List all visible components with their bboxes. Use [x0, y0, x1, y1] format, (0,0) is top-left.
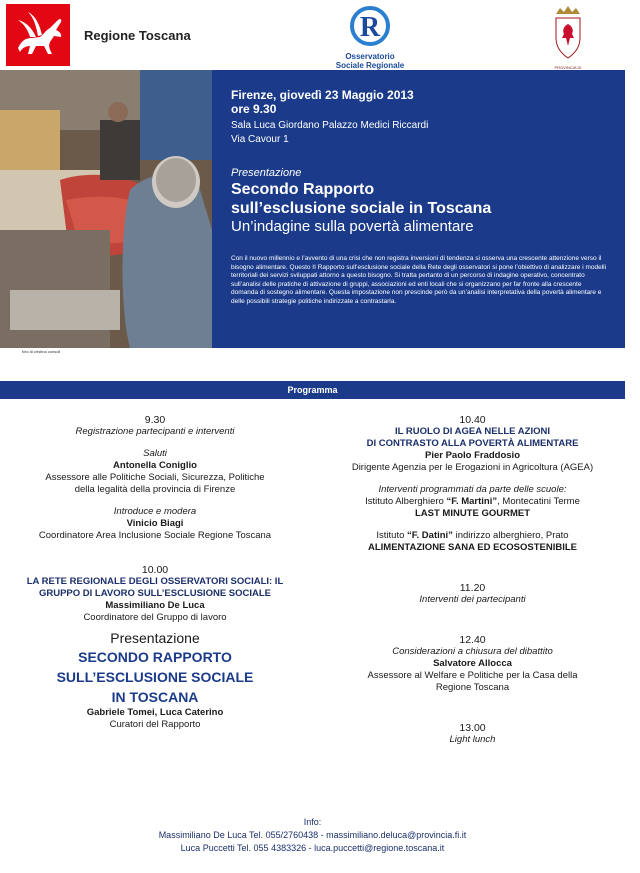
- event-info: [231, 88, 621, 306]
- registration-desc: Registrazione partecipanti e interventi: [75, 426, 235, 437]
- venue-line1: Sala Luca Giordano Palazzo Medici Riccardi: [231, 120, 429, 131]
- school1-project: LAST MINUTE GOURMET: [414, 508, 531, 519]
- school1-name: “F. Martini”: [446, 496, 498, 507]
- agea-title-line2: DI CONTRASTO ALLA POVERTÀ ALIMENTARE: [366, 438, 579, 449]
- report-authors-role: Curatori del Rapporto: [109, 719, 201, 730]
- event-abstract: Con il nuovo millennio e l’avvento di una crisi che non registra inversioni di tendenza si osserva una crescente attenzione verso il bisogno alimentare. Questo II Rapporto sull’esclusione sociale della Rete degli osservatori si pone l’obiettivo di analizzare i modelli territoriali dei servizi sviluppati attorno a questo bisogno. Si tratta pertanto di un percorso di indagine operativo, concentrato sull’analisi delle pratiche di attivazione di gruppi, associazioni ed enti locali che si organizzano per far fronte alla crescente domanda di sostegno alimentare. Questa impostazione non prescinde però da un’analisi interpretativa della povertà alimentare e delle possibili strategie politiche indirizzate a contrastarla.: [231, 255, 607, 305]
- program-left-column: [20, 414, 290, 731]
- intro-role: Coordinatore Area Inclusione Sociale Regione Toscana: [38, 530, 272, 541]
- contact-line2: Luca Puccetti Tel. 055 4383326 - luca.puccetti@regione.toscana.it: [180, 843, 445, 853]
- report-title-line3: IN TOSCANA: [111, 689, 199, 705]
- osr-line1: Osservatorio: [345, 52, 395, 61]
- time-1000: 10.00: [141, 564, 169, 576]
- photo-credit: foto di cristina consoli: [22, 349, 61, 354]
- event-title-line1: Secondo Rapporto: [231, 181, 375, 198]
- report-title-line1: SECONDO RAPPORTO: [78, 649, 232, 665]
- header: [0, 0, 640, 70]
- market-photo: [0, 70, 212, 348]
- saluti-role1: Assessore alle Politiche Sociali, Sicurezza, Politiche: [45, 472, 265, 483]
- event-subtitle: Un’indagine sulla povertà alimentare: [231, 218, 474, 235]
- agea-speaker-role: Dirigente Agenzia per le Erogazioni in Agricoltura (AGEA): [351, 462, 594, 473]
- intro-label: Introduce e modera: [113, 506, 197, 517]
- presentation-label-2: Presentazione: [110, 630, 200, 646]
- time-1040: 10.40: [459, 414, 486, 426]
- regione-toscana-logo: [6, 4, 70, 66]
- info-label: Info:: [303, 817, 322, 827]
- osr-emblem-icon: [348, 6, 392, 46]
- session-speaker: Massimiliano De Luca: [105, 600, 205, 611]
- session-title-line1: LA RETE REGIONALE DEGLI OSSERVATORI SOCIALI: IL: [26, 576, 284, 587]
- programma-header: Programma: [0, 381, 625, 399]
- closing-speaker: Salvatore Allocca: [433, 658, 512, 669]
- market-scene-image: [0, 70, 212, 348]
- lunch-desc: Light lunch: [449, 734, 496, 745]
- session-speaker-role: Coordinatore del Gruppo di lavoro: [83, 612, 227, 623]
- time-1300: 13.00: [459, 722, 486, 734]
- crest-icon: [550, 4, 586, 60]
- province-logo: [548, 4, 588, 70]
- closing-desc: Considerazioni a chiusura del dibattito: [392, 646, 553, 657]
- school2-project: ALIMENTAZIONE SANA ED ECOSOSTENIBILE: [367, 542, 577, 553]
- saluti-label: Saluti: [143, 448, 167, 459]
- saluti-name: Antonella Coniglio: [113, 460, 197, 471]
- pegasus-icon: [6, 4, 70, 66]
- event-venue: [231, 119, 621, 147]
- time-1240: 12.40: [459, 634, 486, 646]
- participants-desc: Interventi dei partecipanti: [419, 594, 526, 605]
- osr-logo: [330, 6, 410, 68]
- intro-name: Vinicio Biagi: [126, 518, 184, 529]
- svg-text:R: R: [359, 12, 381, 43]
- agea-title-line1: IL RUOLO DI AGEA NELLE AZIONI: [395, 426, 550, 437]
- school2-line: Istituto “F. Datini” indirizzo alberghiero, Prato: [376, 530, 569, 541]
- event-time: ore 9.30: [231, 102, 277, 116]
- presentation-label: Presentazione: [231, 167, 302, 179]
- osr-line2: Sociale Regionale: [335, 61, 405, 70]
- program-right-column: [325, 414, 620, 746]
- org-name: Regione Toscana: [84, 28, 191, 43]
- school1-line: Istituto Alberghiero “F. Martini”, Montecatini Terme: [365, 496, 580, 507]
- event-title-line2: sull’esclusione sociale in Toscana: [231, 200, 492, 217]
- contact-line1: Massimiliano De Luca Tel. 055/2760438 - massimiliano.deluca@provincia.fi.it: [158, 830, 467, 840]
- footer-info: [0, 816, 625, 855]
- time-1120: 11.20: [459, 582, 486, 594]
- event-date: Firenze, giovedì 23 Maggio 2013: [231, 88, 414, 102]
- venue-line2: Via Cavour 1: [231, 134, 289, 145]
- province-text: PROVINCIA DI: [554, 65, 582, 70]
- closing-role1: Assessore al Welfare e Politiche per la Casa della: [367, 670, 578, 681]
- session-title-line2: GRUPPO DI LAVORO SULL’ESCLUSIONE SOCIALE: [38, 588, 272, 599]
- report-authors: Gabriele Tomei, Luca Caterino: [86, 707, 224, 718]
- schools-label: Interventi programmati da parte delle scuole:: [378, 484, 567, 495]
- school2-name: “F. Datini”: [407, 530, 453, 541]
- saluti-role2: della legalità della provincia di Firenze: [74, 484, 236, 495]
- agea-speaker: Pier Paolo Fraddosio: [424, 450, 521, 461]
- closing-role2: Regione Toscana: [435, 682, 510, 693]
- report-title-line2: SULL’ESCLUSIONE SOCIALE: [56, 669, 254, 685]
- time-930: 9.30: [144, 414, 166, 426]
